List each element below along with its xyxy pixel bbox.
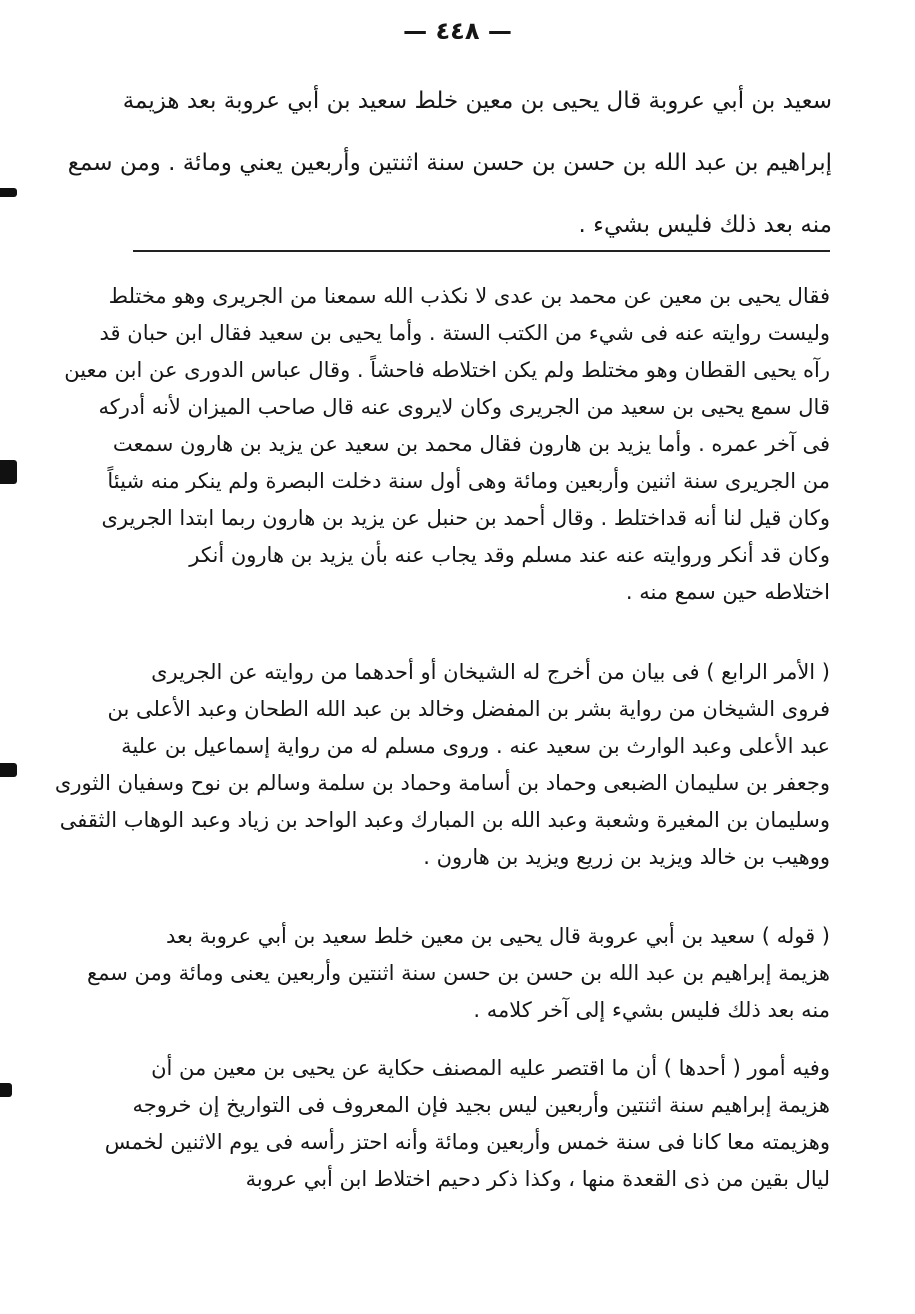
footnote-line: ليال بقين من ذى القعدة منها ، وكذا ذكر دحيم اختلاط ابن أبي عروبة bbox=[245, 1167, 830, 1191]
main-text-line: سعيد بن أبي عروبة قال يحيى بن معين خلط سعيد بن أبي عروبة بعد هزيمة bbox=[122, 88, 832, 114]
footnote-line: وليست روايته عنه فى شيء من الكتب الستة . وأما يحيى بن سعيد فقال ابن حبان قد bbox=[99, 321, 830, 345]
footnote-line: اختلاطه حين سمع منه . bbox=[625, 580, 830, 604]
footnote-paragraph-2 bbox=[54, 654, 830, 876]
footnote-paragraph-1 bbox=[64, 278, 830, 611]
footnote-line: قال سمع يحيى بن سعيد من الجريرى وكان لايروى عنه قال صاحب الميزان لأنه أدركه bbox=[98, 395, 830, 419]
main-text-line: منه بعد ذلك فليس بشيء . bbox=[578, 212, 832, 238]
footnote-paragraph-3 bbox=[86, 918, 830, 1029]
page-number: — ٤٤٨ — bbox=[403, 17, 512, 45]
footnote-line: رآه يحيى القطان وهو مختلط ولم يكن اختلاطه فاحشاً . وقال عباس الدورى عن ابن معين bbox=[64, 358, 830, 382]
footnote-line: من الجريرى سنة اثنين وأربعين ومائة وهى أول سنة دخلت البصرة ولم ينكر منه شيئاً bbox=[107, 469, 830, 493]
footnote-line: منه بعد ذلك فليس بشيء إلى آخر كلامه . bbox=[473, 998, 830, 1022]
footnote-line: عبد الأعلى وعبد الوارث بن سعيد عنه . وروى مسلم له من رواية إسماعيل بن علية bbox=[121, 734, 830, 758]
footnote-line: وكان قيل لنا أنه قداختلط . وقال أحمد بن حنبل عن يزيد بن هارون ربما ابتدا الجريرى bbox=[101, 506, 830, 530]
footnote-line: فروى الشيخان من رواية بشر بن المفضل وخالد بن عبد الله الطحان وعبد الأعلى بن bbox=[107, 697, 830, 721]
footnote-line: فقال يحيى بن معين عن محمد بن عدى لا نكذب الله سمعنا من الجريرى وهو مختلط bbox=[108, 284, 830, 308]
margin-mark bbox=[0, 188, 17, 197]
footnote-line: هزيمة إبراهيم بن عبد الله بن حسن بن حسن سنة اثنتين وأربعين يعنى ومائة ومن سمع bbox=[86, 961, 830, 985]
main-text-line: إبراهيم بن عبد الله بن حسن بن حسن سنة اثنتين وأربعين يعني ومائة . ومن سمع bbox=[67, 150, 832, 176]
footnote-line: وكان قد أنكر وروايته عنه عند مسلم وقد يجاب عنه بأن يزيد بن هارون أنكر bbox=[189, 543, 830, 567]
margin-mark bbox=[0, 763, 17, 777]
footnote-line: وهزيمته معا كانا فى سنة خمس وأربعين ومائة وأنه احتز رأسه فى يوم الاثنين لخمس bbox=[104, 1130, 830, 1154]
footnote-line: فى آخر عمره . وأما يزيد بن هارون فقال محمد بن سعيد عن يزيد بن هارون سمعت bbox=[112, 432, 830, 456]
margin-mark bbox=[0, 460, 17, 484]
footnote-line: ووهيب بن خالد ويزيد بن زريع ويزيد بن هارون . bbox=[423, 845, 830, 869]
footnote-line: ( الأمر الرابع ) فى بيان من أخرج له الشيخان أو أحدهما من روايته عن الجريرى bbox=[151, 660, 830, 684]
main-text bbox=[67, 70, 832, 256]
margin-mark bbox=[0, 1083, 12, 1097]
footnote-line: وفيه أمور ( أحدها ) أن ما اقتصر عليه المصنف حكاية عن يحيى بن معين من أن bbox=[151, 1056, 830, 1080]
footnote-line: ( قوله ) سعيد بن أبي عروبة قال يحيى بن معين خلط سعيد بن أبي عروبة بعد bbox=[166, 924, 830, 948]
footnote-line: وسليمان بن المغيرة وشعبة وعبد الله بن المبارك وعبد الواحد بن زياد وعبد الوهاب الثقفى bbox=[59, 808, 830, 832]
footnote-line: هزيمة إبراهيم سنة اثنتين وأربعين ليس بجيد فإن المعروف فى التواريخ إن خروجه bbox=[132, 1093, 830, 1117]
footnote-divider bbox=[133, 250, 830, 252]
footnote-paragraph-4 bbox=[104, 1050, 830, 1198]
footnote-line: وجعفر بن سليمان الضبعى وحماد بن أسامة وحماد بن سلمة وسالم بن نوح وسفيان الثورى bbox=[54, 771, 830, 795]
